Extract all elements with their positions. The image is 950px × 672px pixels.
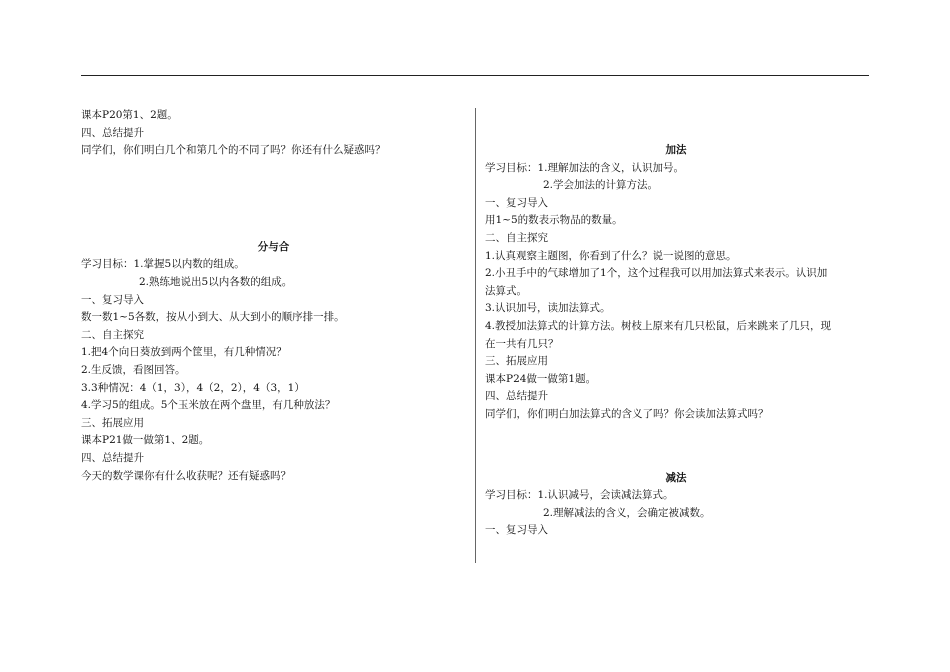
section-heading: 四、总结提升 xyxy=(485,390,548,403)
text-line: 4.教授加法算式的计算方法。树枝上原来有几只松鼠，后来跳来了几只，现 xyxy=(485,319,832,332)
section-heading: 二、自主探究 xyxy=(81,328,144,341)
text-line: 3.3种情况：4（1，3），4（2，2），4（3，1） xyxy=(81,381,305,394)
text-line: 1.认真观察主题图，你看到了什么？说一说图的意思。 xyxy=(485,249,737,262)
section-heading: 一、复习导入 xyxy=(81,293,144,306)
text-line: 在一共有几只？ xyxy=(485,337,559,350)
section-heading: 四、总结提升 xyxy=(81,126,144,139)
learning-goal: 2.理解减法的含义，会确定被减数。 xyxy=(543,506,711,519)
text-line: 课本P21做一做第1、2题。 xyxy=(81,434,210,447)
text-line: 同学们，你们明白几个和第几个的不同了吗？你还有什么疑惑吗？ xyxy=(81,144,386,157)
section-heading: 一、复习导入 xyxy=(485,196,548,209)
text-line: 同学们，你们明白加法算式的含义了吗？你会读加法算式吗？ xyxy=(485,407,769,420)
learning-goal: 2.熟练地说出5以内各数的组成。 xyxy=(139,275,293,288)
spacer xyxy=(485,424,867,470)
learning-goal: 学习目标：1.掌握5以内数的组成。 xyxy=(81,258,245,271)
right-column xyxy=(485,142,867,540)
text-line: 数一数1~5各数，按从小到大、从大到小的顺序排一排。 xyxy=(81,311,345,324)
section-heading: 三、拓展应用 xyxy=(485,355,548,368)
column-divider xyxy=(475,108,476,563)
text-line: 2.生反馈，看图回答。 xyxy=(81,363,186,376)
learning-goal: 2.学会加法的计算方法。 xyxy=(543,179,659,192)
lesson-title: 加法 xyxy=(665,144,687,156)
section-heading: 四、总结提升 xyxy=(81,451,144,464)
left-column xyxy=(81,107,466,485)
text-line: 2.小丑手中的气球增加了1个，这个过程我可以用加法算式来表示。认识加 xyxy=(485,267,828,280)
learning-goal: 学习目标：1.理解加法的含义，认识加号。 xyxy=(485,161,685,174)
text-line: 4.学习5的组成。5个玉米放在两个盘里，有几种放法？ xyxy=(81,399,336,412)
section-heading: 二、自主探究 xyxy=(485,231,548,244)
learning-goal: 学习目标：1.认识减号，会读减法算式。 xyxy=(485,489,674,502)
text-line: 课本P20第1、2题。 xyxy=(81,109,178,121)
section-heading: 一、复习导入 xyxy=(485,524,548,537)
text-line: 课本P24做一做第1题。 xyxy=(485,372,597,385)
text-line: 1.把4个向日葵放到两个筐里，有几种情况？ xyxy=(81,346,287,359)
lesson-title: 分与合 xyxy=(257,240,290,253)
text-line: 今天的数学课你有什么收获呢？还有疑惑吗？ xyxy=(81,469,291,482)
header-rule xyxy=(81,75,869,76)
section-heading: 三、拓展应用 xyxy=(81,416,144,429)
text-line: 法算式。 xyxy=(485,284,527,297)
lesson-title: 减法 xyxy=(665,471,687,484)
text-line: 用1~5的数表示物品的数量。 xyxy=(485,214,623,227)
spacer xyxy=(81,160,466,239)
text-line: 3.认识加号，读加法算式。 xyxy=(485,302,611,315)
